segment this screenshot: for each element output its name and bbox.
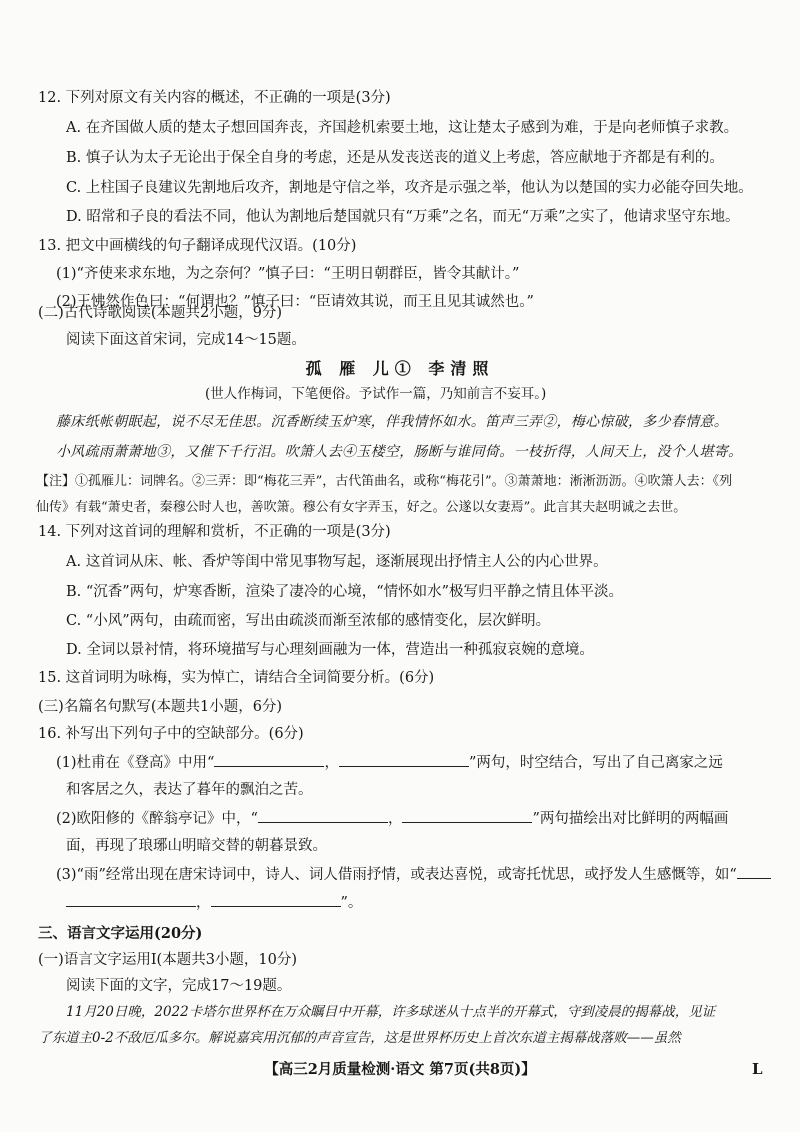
question-16-3 [56, 864, 771, 885]
answer-blank-3a-start[interactable] [737, 864, 771, 879]
passage-line-2: 了东道主0-2不敌厄瓜多尔。解说嘉宾用沉郁的声音宣告，这是世界杯历史上首次东道主揭幕战落败——虽然 [38, 1030, 681, 1046]
question-16-2-suffix: ”两句描绘出对比鲜明的两幅画 [532, 811, 729, 827]
question-16-1-prefix: (1)杜甫在《登高》中用“ [56, 755, 215, 771]
option-12-c: C. 上柱国子良建议先割地后攻齐，割地是守信之举，攻齐是示强之举，他认为以楚国的实力必能夺回失地。 [66, 180, 753, 196]
question-16-2-cont: 面，再现了琅琊山明暗交替的朝暮景致。 [66, 838, 327, 854]
poem-title: 孤 雁 儿① 李清照 [305, 359, 495, 378]
answer-blank-3a[interactable] [66, 892, 196, 907]
page-footer: 【高三2月质量检测·语文 第7页(共8页)】 [264, 1061, 536, 1078]
reading-instruction: 阅读下面的文字，完成17～19题。 [66, 978, 292, 994]
question-16-2-prefix: (2)欧阳修的《醉翁亭记》中，“ [56, 811, 258, 827]
answer-blank-1a[interactable] [214, 752, 324, 767]
question-12: 12. 下列对原文有关内容的概述，不正确的一项是(3分) [38, 90, 391, 106]
poem-note-line-1: 【注】①孤雁儿：词牌名。②三弄：即“梅花三弄”，古代笛曲名，或称“梅花引”。③萧萧地：淅淅沥沥。④吹箫人去：《列 [36, 474, 733, 489]
section-ancient-poetry: (二)古代诗歌阅读(本题共2小题，9分) [38, 305, 283, 321]
question-13: 13. 把文中画横线的句子翻译成现代汉语。(10分) [38, 238, 357, 254]
poem-note-line-2: 仙传》有载“萧史者，秦穆公时人也，善吹箫。穆公有女字弄玉，好之。公遂以女妻焉”。此言其夫赵明诚之去世。 [36, 500, 687, 515]
part-language-use: 三、语言文字运用(20分) [38, 925, 203, 942]
question-13-1: (1)“齐使来求东地，为之奈何？”慎子曰：“王明日朝群臣，皆令其献计。” [56, 266, 520, 282]
option-14-c: C. “小风”两句，由疏而密，写出由疏淡而渐至浓郁的感情变化，层次鲜明。 [66, 613, 551, 629]
poem-preface: (世人作梅词，下笔便俗。予试作一篇，乃知前言不妄耳。) [205, 386, 547, 402]
answer-blank-2b[interactable] [402, 808, 532, 823]
poem-stanza-1: 藤床纸帐朝眠起，说不尽无佳思。沉香断续玉炉寒，伴我情怀如水。笛声三弄②，梅心惊破，多少春情意。 [56, 414, 729, 430]
corner-mark: L [752, 1060, 763, 1078]
answer-blank-1b[interactable] [339, 752, 469, 767]
option-14-b: B. “沉香”两句，炉寒香断，渲染了凄冷的心境，“情怀如水”极写归平静之情且体平淡。 [66, 584, 624, 600]
option-12-b: B. 慎子认为太子无论出于保全自身的考虑，还是从发丧送丧的道义上考虑，答应献地于齐都是有利的。 [66, 150, 724, 166]
option-14-a: A. 这首词从床、帐、香炉等闺中常见事物写起，逐渐展现出抒情主人公的内心世界。 [66, 554, 608, 570]
question-16-3-prefix: (3)“雨”经常出现在唐宋诗词中，诗人、词人借雨抒情，或表达喜悦，或寄托忧思，或抒发人生感慨等，如“ [56, 867, 737, 883]
question-15: 15. 这首词明为咏梅，实为悼亡，请结合全词简要分析。(6分) [38, 670, 435, 686]
question-16-1: (1)杜甫在《登高》中用“ ， ”两句，时空结合，写出了自己离家之远 [56, 752, 723, 773]
option-12-d: D. 昭常和子良的看法不同，他认为割地后楚国就只有“万乘”之名，而无“万乘”之实了，他请求坚守东地。 [66, 209, 740, 225]
answer-blank-3b[interactable] [211, 892, 341, 907]
question-16-2: (2)欧阳修的《醉翁亭记》中，“ ， ”两句描绘出对比鲜明的两幅画 [56, 808, 728, 829]
subsection-language-use-1: (一)语言文字运用Ⅰ(本题共3小题，10分) [38, 952, 298, 968]
question-16-1-suffix: ”两句，时空结合，写出了自己离家之远 [468, 755, 723, 771]
question-16-3-suffix: ”。 [340, 895, 363, 911]
poem-instruction: 阅读下面这首宋词，完成14～15题。 [66, 332, 306, 348]
option-12-a: A. 在齐国做人质的楚太子想回国奔丧，齐国趁机索要土地，这让楚太子感到为难，于是向老师慎子求教。 [66, 120, 739, 136]
question-13-2: (2)王怫然作色曰：“何谓也？”慎子曰：“臣请效其说，而王且见其诚然也。” [56, 294, 534, 310]
question-14: 14. 下列对这首词的理解和赏析，不正确的一项是(3分) [38, 524, 391, 540]
option-14-d: D. 全词以景衬情，将环境描写与心理刻画融为一体，营造出一种孤寂哀婉的意境。 [66, 642, 594, 658]
question-16: 16. 补写出下列句子中的空缺部分。(6分) [38, 726, 304, 742]
question-16-3-cont: ， ”。 [66, 892, 362, 913]
passage-line-1: 11月20日晚，2022卡塔尔世界杯在万众瞩目中开幕，许多球迷从十点半的开幕式，守到凌晨的揭幕战，见证 [66, 1004, 716, 1020]
question-16-1-cont: 和客居之久，表达了暮年的飘泊之苦。 [66, 782, 313, 798]
answer-blank-2a[interactable] [258, 808, 388, 823]
section-dictation: (三)名篇名句默写(本题共1小题，6分) [38, 699, 283, 715]
poem-stanza-2: 小风疏雨萧萧地③，又催下千行泪。吹箫人去④玉楼空，肠断与谁同倚。一枝折得，人间天上，没个人堪寄。 [56, 444, 743, 460]
